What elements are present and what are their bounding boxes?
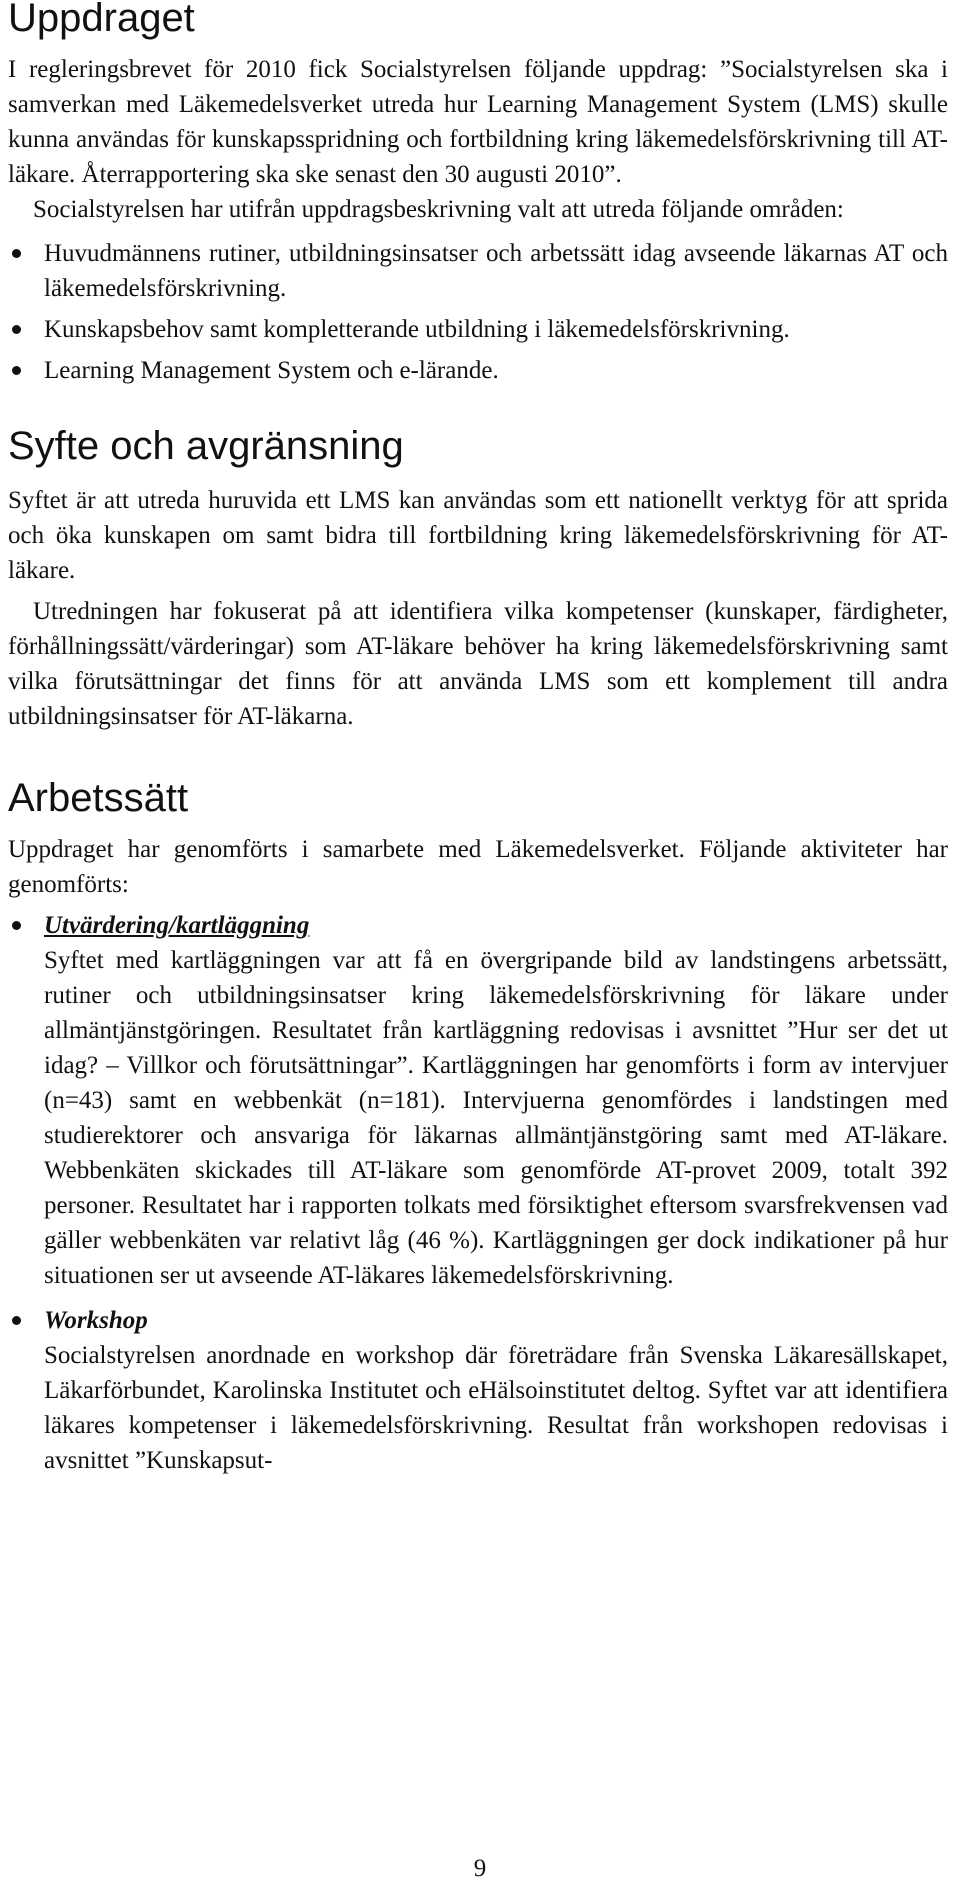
activity-title: Utvärdering/kartläggning (44, 912, 310, 939)
paragraph-syfte-1: Syftet är att utreda huruvida ett LMS kan användas som ett nationellt verktyg för att sprida och öka kunskapen om samt bidra till fortbildning kring läkemedelsförskrivning för AT-läkare. (8, 487, 948, 584)
list-item (8, 312, 948, 347)
list-item (8, 353, 948, 388)
paragraph-uppdraget-1: I regleringsbrevet för 2010 fick Socialstyrelsen följande uppdrag: ”Socialstyrelsen ska i samverkan med Läkemedelsverket utreda hur Learning Management System (LMS) skulle kunna användas för kunskapsspridning och fortbildning kring läkemedelsförskrivning till AT-läkare. Återrapportering ska ske senast den 30 augusti 2010”. (8, 56, 948, 188)
list-item (8, 908, 948, 1293)
bullet-icon (12, 921, 21, 930)
list-item (8, 236, 948, 306)
document-page (8, 0, 948, 1478)
paragraph-syfte-2: Utredningen har fokuserat på att identifiera vilka kompetenser (kunskaper, färdigheter, förhållningssätt/värderingar) som AT-läkare behöver ha kring läkemedelsförskrivning samt vilka förutsättningar det finns för att använda LMS som ett komplement till andra utbildningsinsatser för AT-läkarna. (8, 598, 948, 730)
list-item-text: Huvudmännens rutiner, utbildningsinsatser och arbetssätt idag avseende läkarnas AT och läkemedelsförskrivning. (44, 240, 948, 302)
activity-description: Syftet med kartläggningen var att få en övergripande bild av landstingens arbetssätt, rutiner och utbildningsinsatser kring läkemedelsförskrivning för läkare under allmäntjänstgöringen. Resultatet från kartläggning redovisas i avsnittet ”Hur ser det ut idag? – Villkor och förutsättningar”. Kartläggningen har genomförts i form av intervjuer (n=43) samt en webbenkät (n=181). Intervjuerna genomfördes i landstingen med studierektorer och ansvariga för läkarnas allmäntjänstgöring samt med AT-läkare. Webbenkäten skickades till AT-läkare som genomförde AT-provet 2009, totalt 392 personer. Resultatet har i rapporten tolkats med försiktighet eftersom svarsfrekvensen vad gäller webbenkäten var relativt låg (46 %). Kartläggningen ger dock indikationer på hur situationen ser ut avseende AT-läkares läkemedelsförskrivning. (44, 947, 948, 1289)
heading-arbetssatt: Arbetssätt (8, 776, 189, 820)
bullet-icon (12, 366, 21, 375)
activity-description: Socialstyrelsen anordnade en workshop där företrädare från Svenska Läkaresällskapet, Läkarförbundet, Karolinska Institutet och eHälsoinstitutet deltog. Syftet var att identifiera läkares kompetenser i läkemedelsförskrivning. Resultat från workshopen redovisas i avsnittet ”Kunskapsut- (44, 1342, 948, 1474)
bullet-icon (12, 325, 21, 334)
bullet-icon (12, 249, 21, 258)
paragraph-arbetssatt-intro: Uppdraget har genomförts i samarbete med Läkemedelsverket. Följande aktiviteter har genomförts: (8, 836, 948, 898)
bullet-icon (12, 1316, 21, 1325)
paragraph-uppdraget-2: Socialstyrelsen har utifrån uppdragsbeskrivning valt att utreda följande områden: (33, 196, 844, 223)
arbetssatt-activity-list (8, 908, 948, 1478)
uppdraget-bullet-list (8, 236, 948, 388)
list-item-text: Kunskapsbehov samt kompletterande utbildning i läkemedelsförskrivning. (44, 316, 790, 343)
heading-uppdraget: Uppdraget (8, 0, 195, 40)
page-number: 9 (473, 1855, 487, 1882)
heading-syfte: Syfte och avgränsning (8, 424, 404, 468)
activity-title: Workshop (44, 1307, 148, 1334)
list-item-text: Learning Management System och e-lärande. (44, 357, 499, 384)
list-item (8, 1303, 948, 1478)
